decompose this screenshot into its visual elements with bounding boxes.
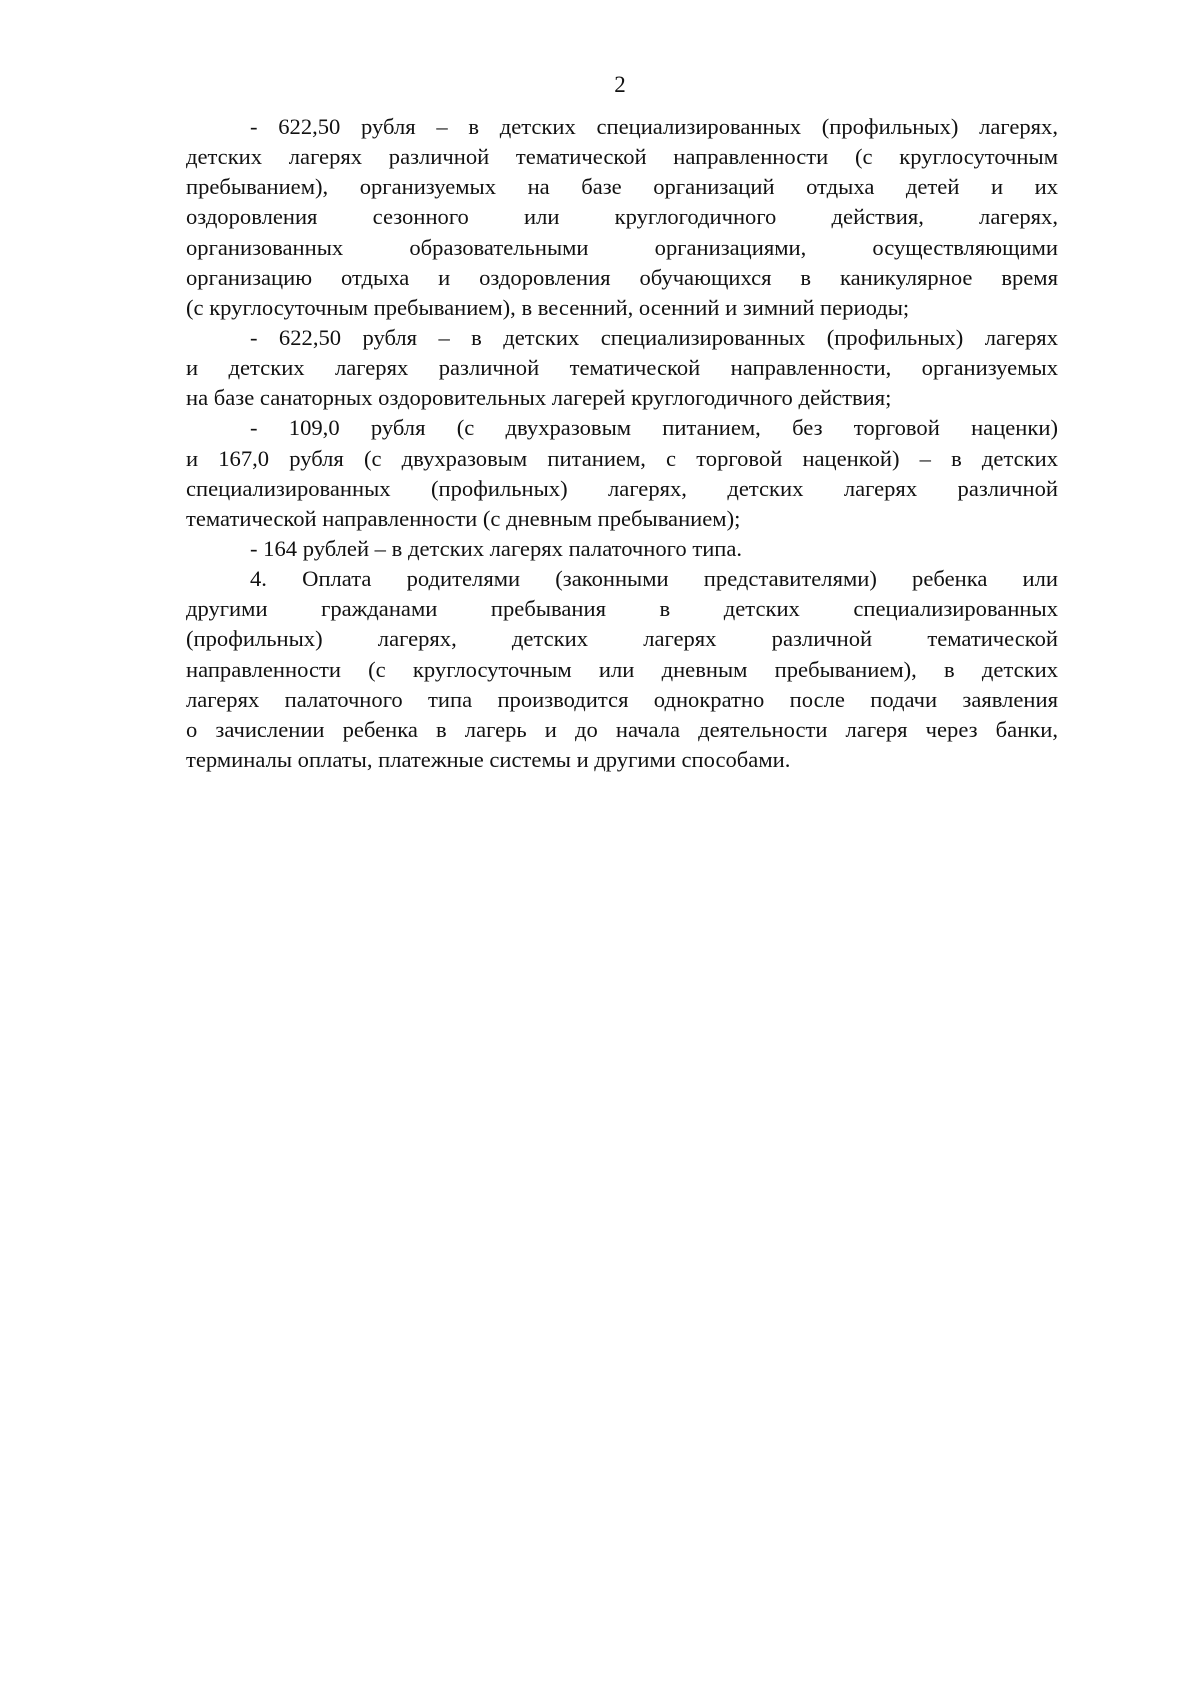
paragraph-line: тематической направленности (с дневным пребыванием); — [186, 505, 741, 531]
paragraph-line: - 622,50 рубля – в детских специализированных (профильных) лагерях, — [250, 114, 1058, 139]
paragraph-line: организацию отдыха и оздоровления обучающихся в каникулярное время — [186, 264, 1058, 290]
paragraph — [186, 534, 1058, 564]
paragraph-line: (профильных) лагерях, детских лагерях различной тематической — [186, 626, 1058, 652]
paragraph-line: (с круглосуточным пребыванием), в весенний, осенний и зимний периоды; — [186, 294, 910, 320]
paragraph-line: и 167,0 рубля (с двухразовым питанием, с торговой наценкой) – в детских — [186, 445, 1058, 471]
paragraph-line: организованных образовательными организациями, осуществляющими — [186, 234, 1058, 260]
paragraph — [186, 564, 1058, 775]
paragraph-line: и детских лагерях различной тематической направленности, организуемых — [186, 355, 1058, 381]
paragraph-line: детских лагерях различной тематической направленности (с круглосуточным — [186, 144, 1058, 170]
paragraph-line: пребыванием), организуемых на базе организаций отдыха детей и их — [186, 174, 1058, 200]
paragraph — [186, 112, 1058, 323]
paragraph-line: на базе санаторных оздоровительных лагерей круглогодичного действия; — [186, 385, 892, 411]
paragraph — [186, 413, 1058, 534]
paragraph-line: направленности (с круглосуточным или дневным пребыванием), в детских — [186, 656, 1058, 682]
paragraph-line: 4. Оплата родителями (законными представителями) ребенка или — [250, 566, 1058, 592]
paragraph-line: терминалы оплаты, платежные системы и другими способами. — [186, 746, 791, 772]
document-body — [186, 112, 1058, 775]
paragraph-line: оздоровления сезонного или круглогодичного действия, лагерях, — [186, 204, 1058, 230]
paragraph-line: лагерях палаточного типа производится однократно после подачи заявления — [186, 686, 1058, 712]
paragraph-line: - 622,50 рубля – в детских специализированных (профильных) лагерях — [250, 324, 1058, 350]
paragraph-line: - 109,0 рубля (с двухразовым питанием, без торговой наценки) — [250, 415, 1058, 441]
paragraph-line: другими гражданами пребывания в детских специализированных — [186, 596, 1058, 622]
paragraph — [186, 323, 1058, 413]
paragraph-line: специализированных (профильных) лагерях, детских лагерях различной — [186, 475, 1058, 501]
paragraph-line: о зачислении ребенка в лагерь и до начала деятельности лагеря через банки, — [186, 716, 1058, 742]
page-number: 2 — [614, 72, 626, 97]
paragraph-line: - 164 рублей – в детских лагерях палаточного типа. — [250, 535, 743, 561]
